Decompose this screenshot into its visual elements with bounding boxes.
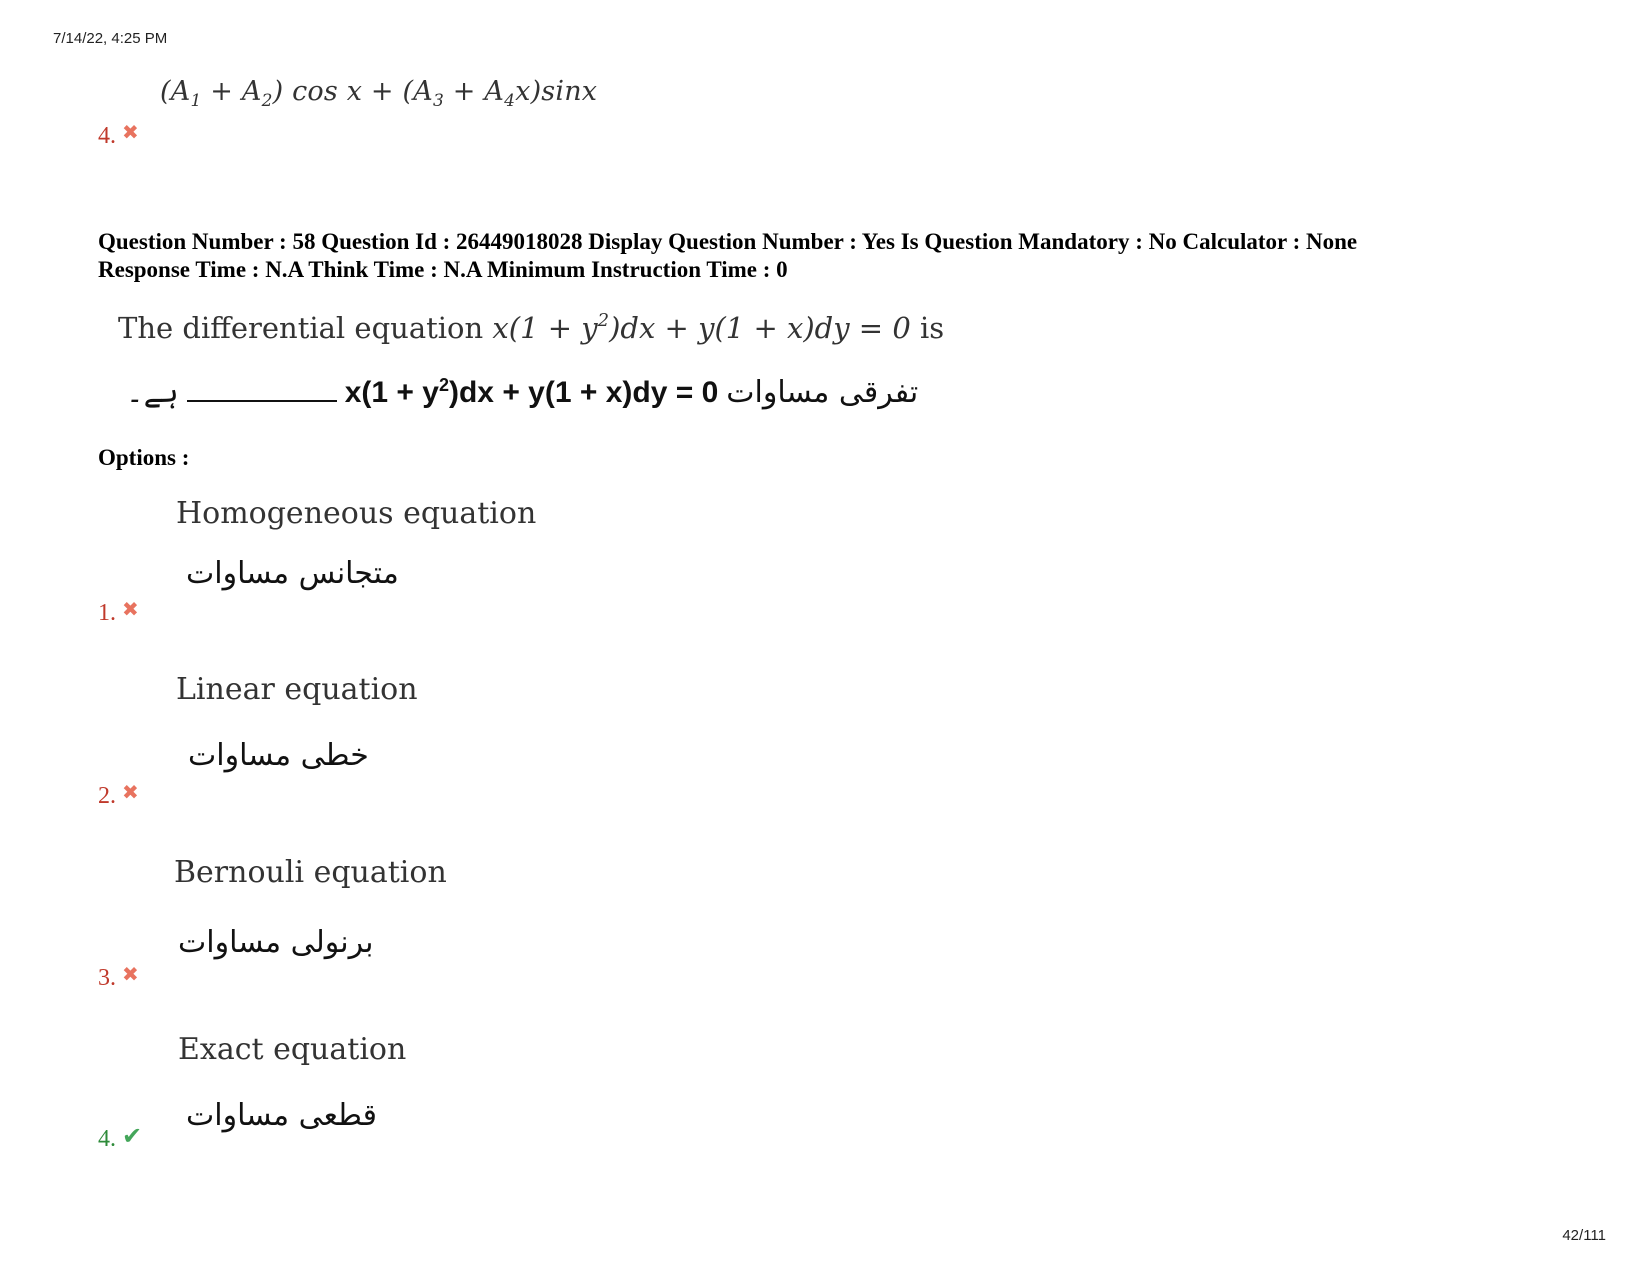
option-1-urdu: متجانس مساوات — [186, 556, 399, 591]
answer-blank — [187, 374, 337, 402]
option-3-urdu: برنولی مساوات — [178, 925, 374, 960]
option-3-english: Bernouli equation — [174, 855, 447, 890]
option-2-urdu: خطی مساوات — [188, 738, 369, 773]
cross-icon: ✖ — [122, 120, 139, 144]
option-4-urdu: قطعی مساوات — [186, 1098, 378, 1133]
check-icon: ✔ — [122, 1122, 143, 1150]
urdu-lead: تفرقی مساوات — [726, 375, 919, 410]
cross-icon: ✖ — [122, 962, 139, 986]
cross-icon: ✖ — [122, 780, 139, 804]
page-number: 42/111 — [1562, 1227, 1606, 1244]
question-text-urdu — [126, 374, 918, 410]
question-meta-line-1: Question Number : 58 Question Id : 26449018028 Display Question Number : Yes Is Question Mandatory : No Calculator : None — [98, 229, 1358, 254]
urdu-equation: $x(1 + y^2)dx + y(1 + x)dy = 0$ — [344, 375, 719, 409]
previous-option-4-expression: $(A_1 + A_2)$ $\cos x + (A_3 + A_4x)\sin x$ — [160, 76, 598, 111]
previous-option-4-number: 4. ✖ — [98, 120, 139, 149]
options-label: Options : — [98, 445, 190, 470]
print-timestamp: 7/14/22, 4:25 PM — [53, 30, 168, 47]
option-4-english: Exact equation — [178, 1032, 407, 1067]
option-4-number: 4. ✔ — [98, 1122, 143, 1152]
urdu-tail: ہے۔ — [126, 375, 179, 410]
question-meta-line-2: Response Time : N.A Think Time : N.A Minimum Instruction Time : 0 — [98, 257, 788, 282]
question-meta — [98, 228, 1578, 284]
question-text-english: The differential equation $x(1 + y^2)dx + y(1 + x)dy = 0$ is — [118, 310, 945, 345]
option-1-english: Homogeneous equation — [176, 496, 537, 531]
option-1-number: 1. ✖ — [98, 597, 139, 626]
cross-icon: ✖ — [122, 597, 139, 621]
option-2-english: Linear equation — [176, 672, 418, 707]
option-3-number: 3. ✖ — [98, 962, 139, 991]
option-2-number: 2. ✖ — [98, 780, 139, 809]
